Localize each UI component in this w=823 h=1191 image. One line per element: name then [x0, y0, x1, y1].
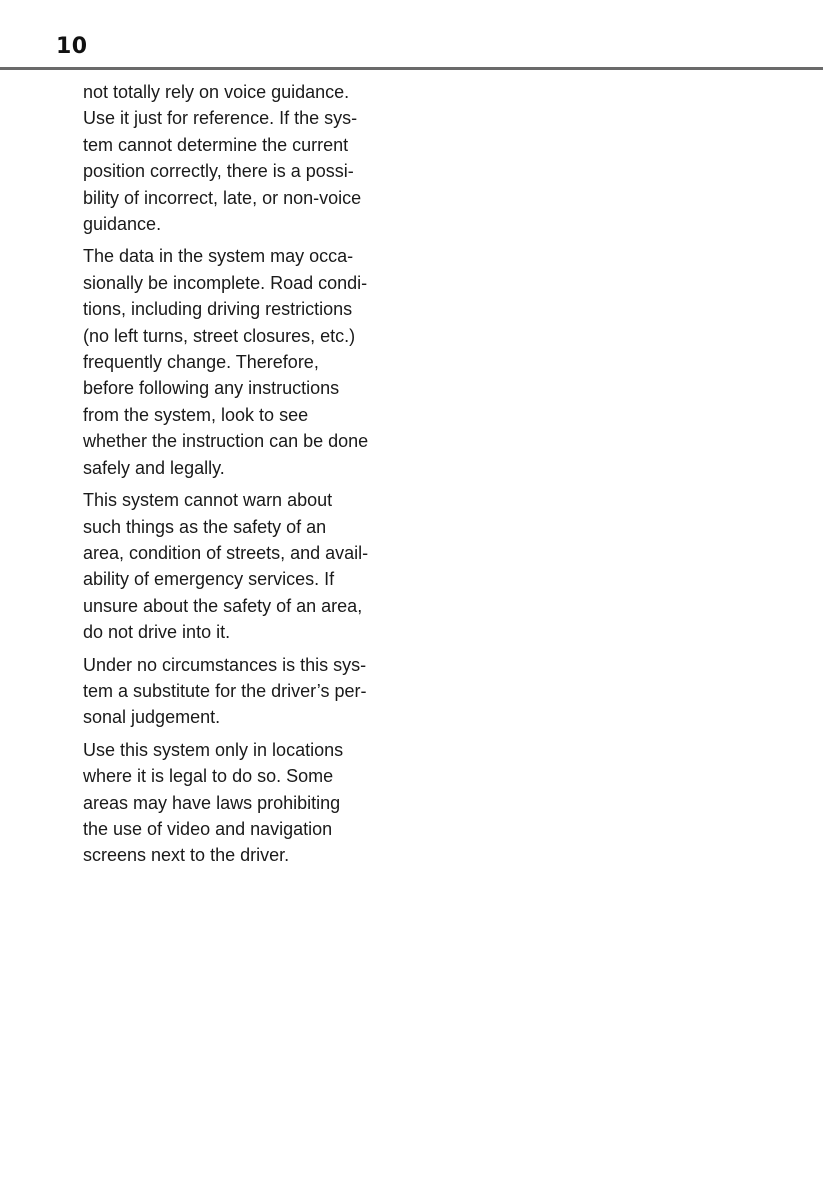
text-line: areas may have laws prohibiting — [83, 792, 341, 813]
text-line: where it is legal to do so. Some — [83, 766, 334, 787]
text-line: This system cannot warn about — [83, 490, 333, 511]
text-line: (no left turns, street closures, etc.) — [83, 325, 356, 346]
text-line: Under no circumstances is this sys- — [83, 654, 367, 675]
text-line: tem a substitute for the driver’s per- — [83, 680, 367, 701]
text-line: bility of incorrect, late, or non-voice — [83, 187, 362, 208]
text-line: the use of video and navigation — [83, 818, 333, 839]
paragraph-safety-warning — [83, 487, 401, 645]
text-line: before following any instructions — [83, 378, 340, 399]
paragraph-driver-judgement — [83, 652, 401, 731]
text-line: do not drive into it. — [83, 622, 231, 643]
paragraph-legal-locations — [83, 737, 401, 869]
text-line: sionally be incomplete. Road condi- — [83, 272, 368, 293]
paragraph-voice-guidance — [83, 79, 401, 237]
text-line: from the system, look to see — [83, 404, 309, 425]
text-line: whether the instruction can be done — [83, 431, 369, 452]
text-line: frequently change. Therefore, — [83, 352, 319, 373]
text-line: screens next to the driver. — [83, 845, 290, 866]
header-rule — [0, 67, 823, 70]
text-line: tem cannot determine the current — [83, 134, 349, 155]
page-number: 10 — [56, 34, 88, 59]
text-line: ability of emergency services. If — [83, 569, 335, 590]
text-line: Use it just for reference. If the sys- — [83, 108, 358, 129]
text-line: position correctly, there is a possi- — [83, 161, 354, 182]
text-line: sonal judgement. — [83, 707, 221, 728]
text-line: not totally rely on voice guidance. — [83, 82, 350, 102]
text-line: safely and legally. — [83, 457, 225, 478]
text-line: unsure about the safety of an area, — [83, 595, 363, 616]
text-line: Use this system only in locations — [83, 739, 344, 760]
text-line: area, condition of streets, and avail- — [83, 542, 369, 563]
text-line: guidance. — [83, 214, 162, 235]
text-line: tions, including driving restrictions — [83, 299, 353, 320]
body-text — [83, 79, 401, 875]
paragraph-data-incomplete — [83, 243, 401, 481]
text-line: such things as the safety of an — [83, 516, 327, 537]
text-line: The data in the system may occa- — [83, 246, 354, 267]
